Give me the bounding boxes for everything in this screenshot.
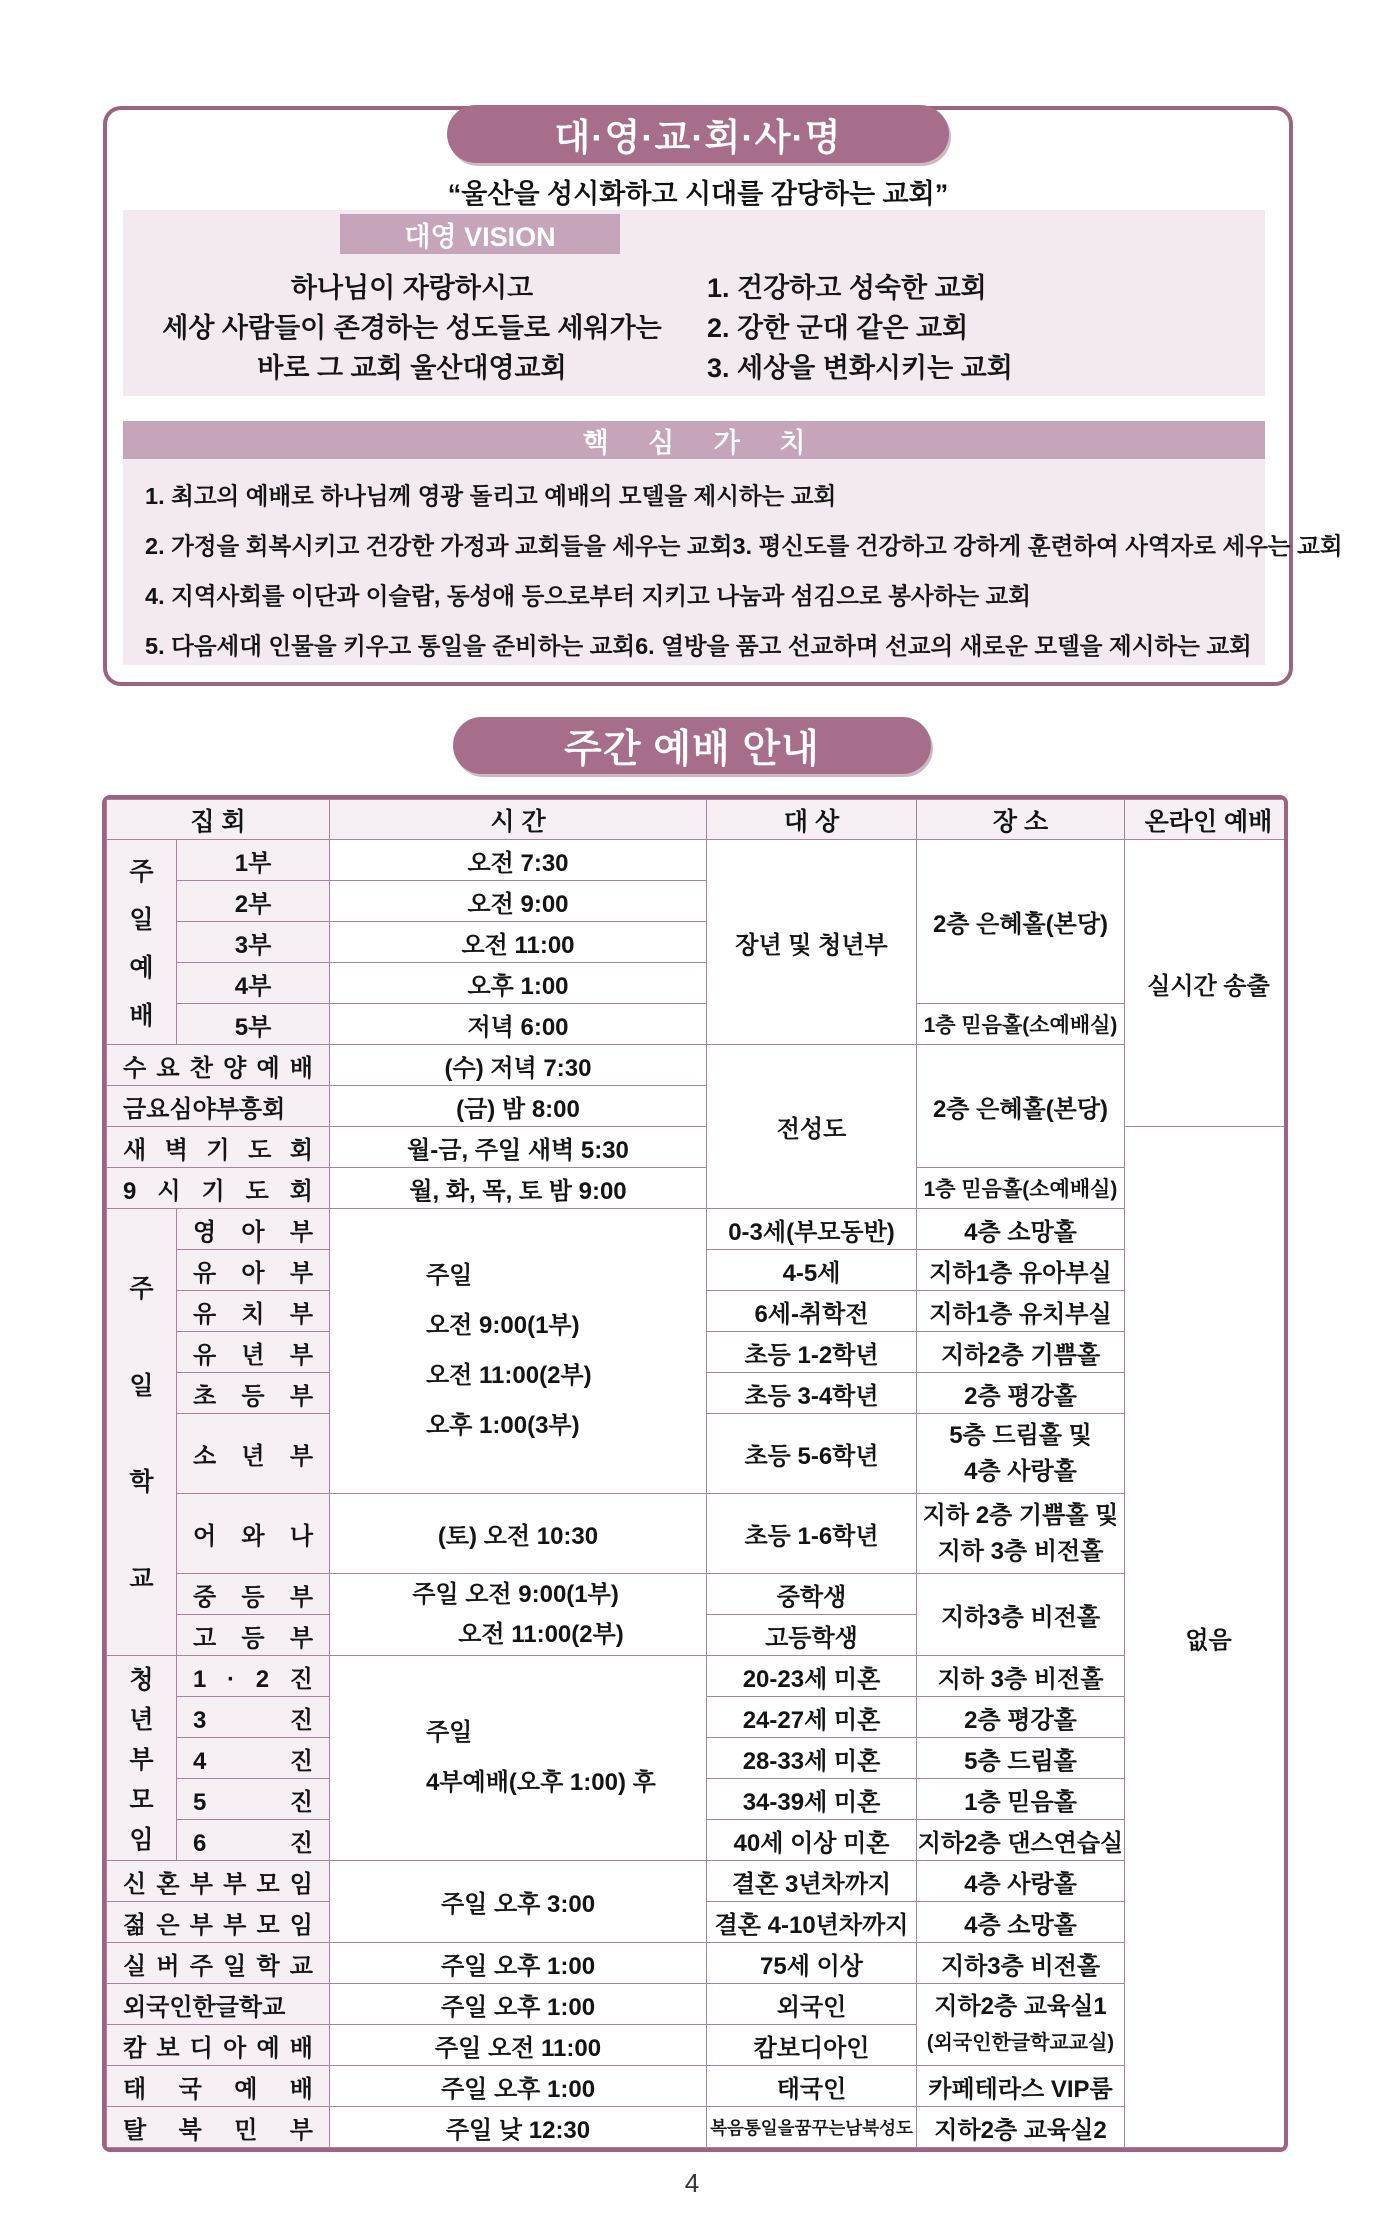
meeting-label: 고 등 부 (177, 1615, 330, 1656)
meeting-label: 외국인한글학교 (107, 1984, 330, 2025)
time-cell: 주일 오후 3:00 (330, 1861, 707, 1943)
vision-goal: 3. 세상을 변화시키는 교회 (707, 353, 1013, 383)
header-time: 시 간 (330, 800, 707, 840)
place-cell: 지하1층 유아부실 (917, 1250, 1125, 1291)
core-value-row (145, 471, 1243, 521)
place-cell: 지하3층 비전홀 (917, 1574, 1125, 1656)
target-cell: 초등 5-6학년 (707, 1414, 917, 1494)
page-number: 4 (684, 2168, 700, 2198)
target-cell: 복음통일을꿈꾸는남북성도 (707, 2107, 917, 2148)
time-cell: 오전 9:00 (330, 881, 707, 922)
group-label-sunday-school: 주 일 학 교 (107, 1209, 177, 1656)
time-cell: (금) 밤 8:00 (330, 1086, 707, 1127)
target-cell: 40세 이상 미혼 (707, 1820, 917, 1861)
place-cell: 2층 평강홀 (917, 1373, 1125, 1414)
place-cell: 4층 소망홀 (917, 1209, 1125, 1250)
core-values-header: 핵 심 가 치 (123, 421, 1265, 459)
vision-statement-line: 하나님이 자랑하시고 (290, 273, 534, 303)
core-value-item: 3. 평신도를 건강하고 강하게 훈련하여 사역자로 세우는 교회 (732, 533, 1343, 559)
time-cell: (수) 저녁 7:30 (330, 1045, 707, 1086)
vision-goals (701, 268, 1265, 388)
place-cell: 지하2층 기쁨홀 (917, 1332, 1125, 1373)
meeting-label: 9 시 기 도 회 (107, 1168, 330, 1209)
meeting-label: 유 치 부 (177, 1291, 330, 1332)
meeting-label: 젊 은 부 부 모 임 (107, 1902, 330, 1943)
meeting-label: 3부 (177, 922, 330, 963)
table-row (107, 1861, 1289, 1902)
vision-panel (123, 210, 1265, 396)
meeting-label: 탈 북 민 부 (107, 2107, 330, 2148)
table-row (107, 1943, 1289, 1984)
meeting-label: 초 등 부 (177, 1373, 330, 1414)
meeting-label: 5부 (177, 1004, 330, 1045)
table-row (107, 840, 1289, 881)
meeting-label: 1 · 2 진 (177, 1656, 330, 1697)
mission-subtitle: “울산을 성시화하고 시대를 감당하는 교회” (447, 179, 949, 209)
meeting-label: 2부 (177, 881, 330, 922)
target-cell: 75세 이상 (707, 1943, 917, 1984)
target-cell: 24-27세 미혼 (707, 1697, 917, 1738)
target-cell: 34-39세 미혼 (707, 1779, 917, 1820)
time-cell: 주일 오전 11:00 (330, 2025, 707, 2066)
place-cell: 2층 은혜홀(본당) (917, 840, 1125, 1004)
core-value-row (145, 521, 1343, 571)
core-value-row (145, 571, 1243, 621)
table-row (107, 1209, 1289, 1250)
table-row (107, 2066, 1289, 2107)
time-cell: 주일 4부예배(오후 1:00) 후 (330, 1656, 707, 1861)
place-cell: 1층 믿음홀(소예배실) (917, 1004, 1125, 1045)
group-label-sunday-worship: 주 일 예 배 (107, 840, 177, 1045)
vision-goal: 2. 강한 군대 같은 교회 (707, 313, 969, 343)
time-cell: 주일 낮 12:30 (330, 2107, 707, 2148)
mission-title: 대·영·교·회·사·명 (447, 105, 949, 163)
time-cell: 주일 오전 9:00(1부) 오전 11:00(2부) 오후 1:00(3부) (330, 1209, 707, 1494)
target-cell: 0-3세(부모동반) (707, 1209, 917, 1250)
time-cell: 오전 7:30 (330, 840, 707, 881)
time-cell: 오후 1:00 (330, 963, 707, 1004)
place-cell: 지하1층 유치부실 (917, 1291, 1125, 1332)
core-value-item: 4. 지역사회를 이단과 이슬람, 동성애 등으로부터 지키고 나눔과 섬김으로 봉사하는 교회 (145, 583, 1031, 609)
place-cell: 2층 평강홀 (917, 1697, 1125, 1738)
target-cell: 결혼 3년차까지 (707, 1861, 917, 1902)
place-cell: 지하2층 교육실1 (외국인한글학교교실) (917, 1984, 1125, 2066)
target-cell: 고등학생 (707, 1615, 917, 1656)
target-cell: 초등 3-4학년 (707, 1373, 917, 1414)
meeting-label: 영 아 부 (177, 1209, 330, 1250)
core-value-item: 1. 최고의 예배로 하나님께 영광 돌리고 예배의 모델을 제시하는 교회 (145, 483, 837, 509)
time-cell: 저녁 6:00 (330, 1004, 707, 1045)
meeting-label: 신 혼 부 부 모 임 (107, 1861, 330, 1902)
target-cell: 중학생 (707, 1574, 917, 1615)
target-cell: 캄보디아인 (707, 2025, 917, 2066)
target-cell: 초등 1-2학년 (707, 1332, 917, 1373)
online-cell: 실시간 송출 (1125, 840, 1289, 1127)
time-cell: 주일 오후 1:00 (330, 1984, 707, 2025)
target-cell: 초등 1-6학년 (707, 1494, 917, 1574)
meeting-label: 유 년 부 (177, 1332, 330, 1373)
place-cell: 5층 드림홀 및 4층 사랑홀 (917, 1414, 1125, 1494)
header-meeting: 집 회 (107, 800, 330, 840)
meeting-label: 수 요 찬 양 예 배 (107, 1045, 330, 1086)
vision-badge: 대영 VISION (340, 214, 620, 254)
core-value-item: 2. 가정을 회복시키고 건강한 가정과 교회들을 세우는 교회 (145, 533, 733, 559)
meeting-label: 중 등 부 (177, 1574, 330, 1615)
time-cell: (토) 오전 10:30 (330, 1494, 707, 1574)
header-place: 장 소 (917, 800, 1125, 840)
place-cell: 카페테라스 VIP룸 (917, 2066, 1125, 2107)
header-target: 대 상 (707, 800, 917, 840)
header-online: 온라인 예배 (1125, 800, 1289, 840)
time-cell: 주일 오전 9:00(1부) 오전 11:00(2부) (330, 1574, 707, 1656)
meeting-label: 4부 (177, 963, 330, 1004)
target-cell: 6세-취학전 (707, 1291, 917, 1332)
place-cell: 1층 믿음홀 (917, 1779, 1125, 1820)
vision-statement (123, 268, 701, 388)
meeting-label: 태 국 예 배 (107, 2066, 330, 2107)
mission-box (103, 106, 1343, 686)
table-row (107, 1656, 1289, 1697)
target-cell: 결혼 4-10년차까지 (707, 1902, 917, 1943)
meeting-label: 어 와 나 (177, 1494, 330, 1574)
target-cell: 20-23세 미혼 (707, 1656, 917, 1697)
worship-schedule-table (102, 795, 1288, 2152)
weekly-worship-title: 주간 예배 안내 (453, 717, 931, 774)
place-cell: 4층 사랑홀 (917, 1861, 1125, 1902)
meeting-label: 소 년 부 (177, 1414, 330, 1494)
target-cell: 28-33세 미혼 (707, 1738, 917, 1779)
target-cell: 장년 및 청년부 (707, 840, 917, 1045)
meeting-label: 금요심야부흥회 (107, 1086, 330, 1127)
meeting-label: 1부 (177, 840, 330, 881)
table-row (107, 1045, 1289, 1086)
target-cell: 4-5세 (707, 1250, 917, 1291)
time-cell: 주일 오후 1:00 (330, 2066, 707, 2107)
core-value-row (145, 621, 1252, 671)
meeting-label: 6 진 (177, 1820, 330, 1861)
vision-goal: 1. 건강하고 성숙한 교회 (707, 273, 987, 303)
meeting-label: 5 진 (177, 1779, 330, 1820)
meeting-label: 4 진 (177, 1738, 330, 1779)
place-cell: 지하 2층 기쁨홀 및 지하 3층 비전홀 (917, 1494, 1125, 1574)
place-cell: 1층 믿음홀(소예배실) (917, 1168, 1125, 1209)
table-row (107, 1984, 1289, 2025)
online-cell: 없음 (1125, 1127, 1289, 2148)
place-cell: 지하3층 비전홀 (917, 1943, 1125, 1984)
target-cell: 태국인 (707, 2066, 917, 2107)
meeting-label: 실 버 주 일 학 교 (107, 1943, 330, 1984)
core-value-item: 6. 열방을 품고 선교하며 선교의 새로운 모델을 제시하는 교회 (635, 633, 1252, 659)
table-row (107, 1004, 1289, 1045)
table-row (107, 2107, 1289, 2148)
time-cell: 주일 오후 1:00 (330, 1943, 707, 1984)
time-cell: 월, 화, 목, 토 밤 9:00 (330, 1168, 707, 1209)
place-cell: 지하2층 댄스연습실 (917, 1820, 1125, 1861)
core-value-item: 5. 다음세대 인물을 키우고 통일을 준비하는 교회 (145, 633, 636, 659)
meeting-label: 3 진 (177, 1697, 330, 1738)
core-values-panel (123, 459, 1343, 665)
target-cell: 전성도 (707, 1045, 917, 1209)
time-cell: 월-금, 주일 새벽 5:30 (330, 1127, 707, 1168)
time-cell: 오전 11:00 (330, 922, 707, 963)
place-cell: 지하 3층 비전홀 (917, 1656, 1125, 1697)
table-header-row (107, 800, 1289, 840)
place-cell: 5층 드림홀 (917, 1738, 1125, 1779)
vision-statement-line: 세상 사람들이 존경하는 성도들로 세워가는 (162, 313, 662, 343)
table-row (107, 1168, 1289, 1209)
place-cell: 4층 소망홀 (917, 1902, 1125, 1943)
meeting-label: 새 벽 기 도 회 (107, 1127, 330, 1168)
group-label-young-adults: 청 년 부 모 임 (107, 1656, 177, 1861)
meeting-label: 캄 보 디 아 예 배 (107, 2025, 330, 2066)
place-cell: 지하2층 교육실2 (917, 2107, 1125, 2148)
vision-content (123, 268, 1265, 388)
meeting-label: 유 아 부 (177, 1250, 330, 1291)
place-cell: 2층 은혜홀(본당) (917, 1045, 1125, 1168)
target-cell: 외국인 (707, 1984, 917, 2025)
table-row (107, 1574, 1289, 1615)
table-row (107, 1494, 1289, 1574)
vision-statement-line: 바로 그 교회 울산대영교회 (257, 353, 567, 383)
